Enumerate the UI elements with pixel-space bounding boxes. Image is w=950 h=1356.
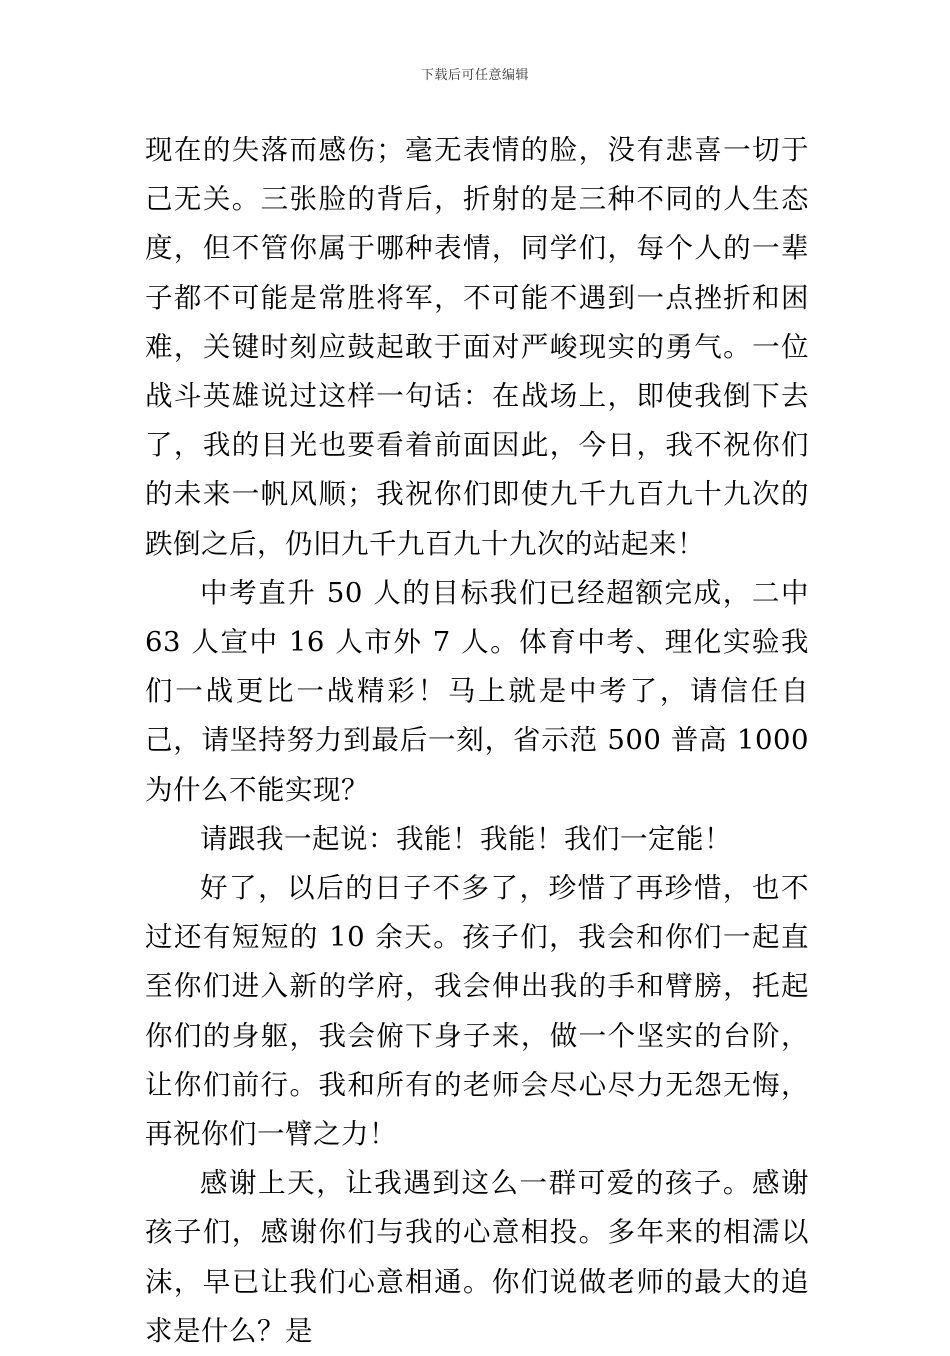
paragraph-slogan: 请跟我一起说：我能！我能！我们一定能！: [200, 822, 732, 855]
paragraph-continuation: 现在的失落而感伤；毫无表情的脸，没有悲喜一切于己无关。三张脸的背后，折射的是三种不同的人生态度，但不管你属于哪种表情，同学们，每个人的一辈子都不可能是常胜将军，不可能不遇到一点挫折和困难，关键时刻应鼓起敢于面对严峻现实的勇气。一位战斗英雄说过这样一句话：在战场上，即使我倒下去了，我的目光也要看着前面因此，今日，我不祝你们的未来一帆风顺；我祝你们即使九千九百九十九次的跌倒之后，仍旧九千九百九十九次的站起来！: [145, 134, 809, 560]
paragraph-gratitude: 感谢上天，让我遇到这么一群可爱的孩子。感谢孩子们，感谢你们与我的心意相投。多年来的相濡以沫，早已让我们心意相通。你们说做老师的最大的追求是什么？是: [145, 1167, 809, 1347]
paragraph-remaining-days: 好了，以后的日子不多了，珍惜了再珍惜，也不过还有短短的 10 余天。孩子们，我会和你们一起直至你们进入新的学府，我会伸出我的手和臂膀，托起你们的身躯，我会俯下身子来，做一个坚实的台阶，让你们前行。我和所有的老师会尽心尽力无怨无悔，再祝你们一臂之力！: [145, 872, 809, 1151]
paragraph-exam-results: 中考直升 50 人的目标我们已经超额完成，二中 63 人宣中 16 人市外 7 人。体育中考、理化实验我们一战更比一战精彩！马上就是中考了，请信任自己，请坚持努力到最后一刻，省示范 500 普高 1000 为什么不能实现？: [145, 576, 809, 806]
page-header: 下载后可任意编辑: [420, 68, 529, 83]
document-body: [145, 126, 809, 1356]
